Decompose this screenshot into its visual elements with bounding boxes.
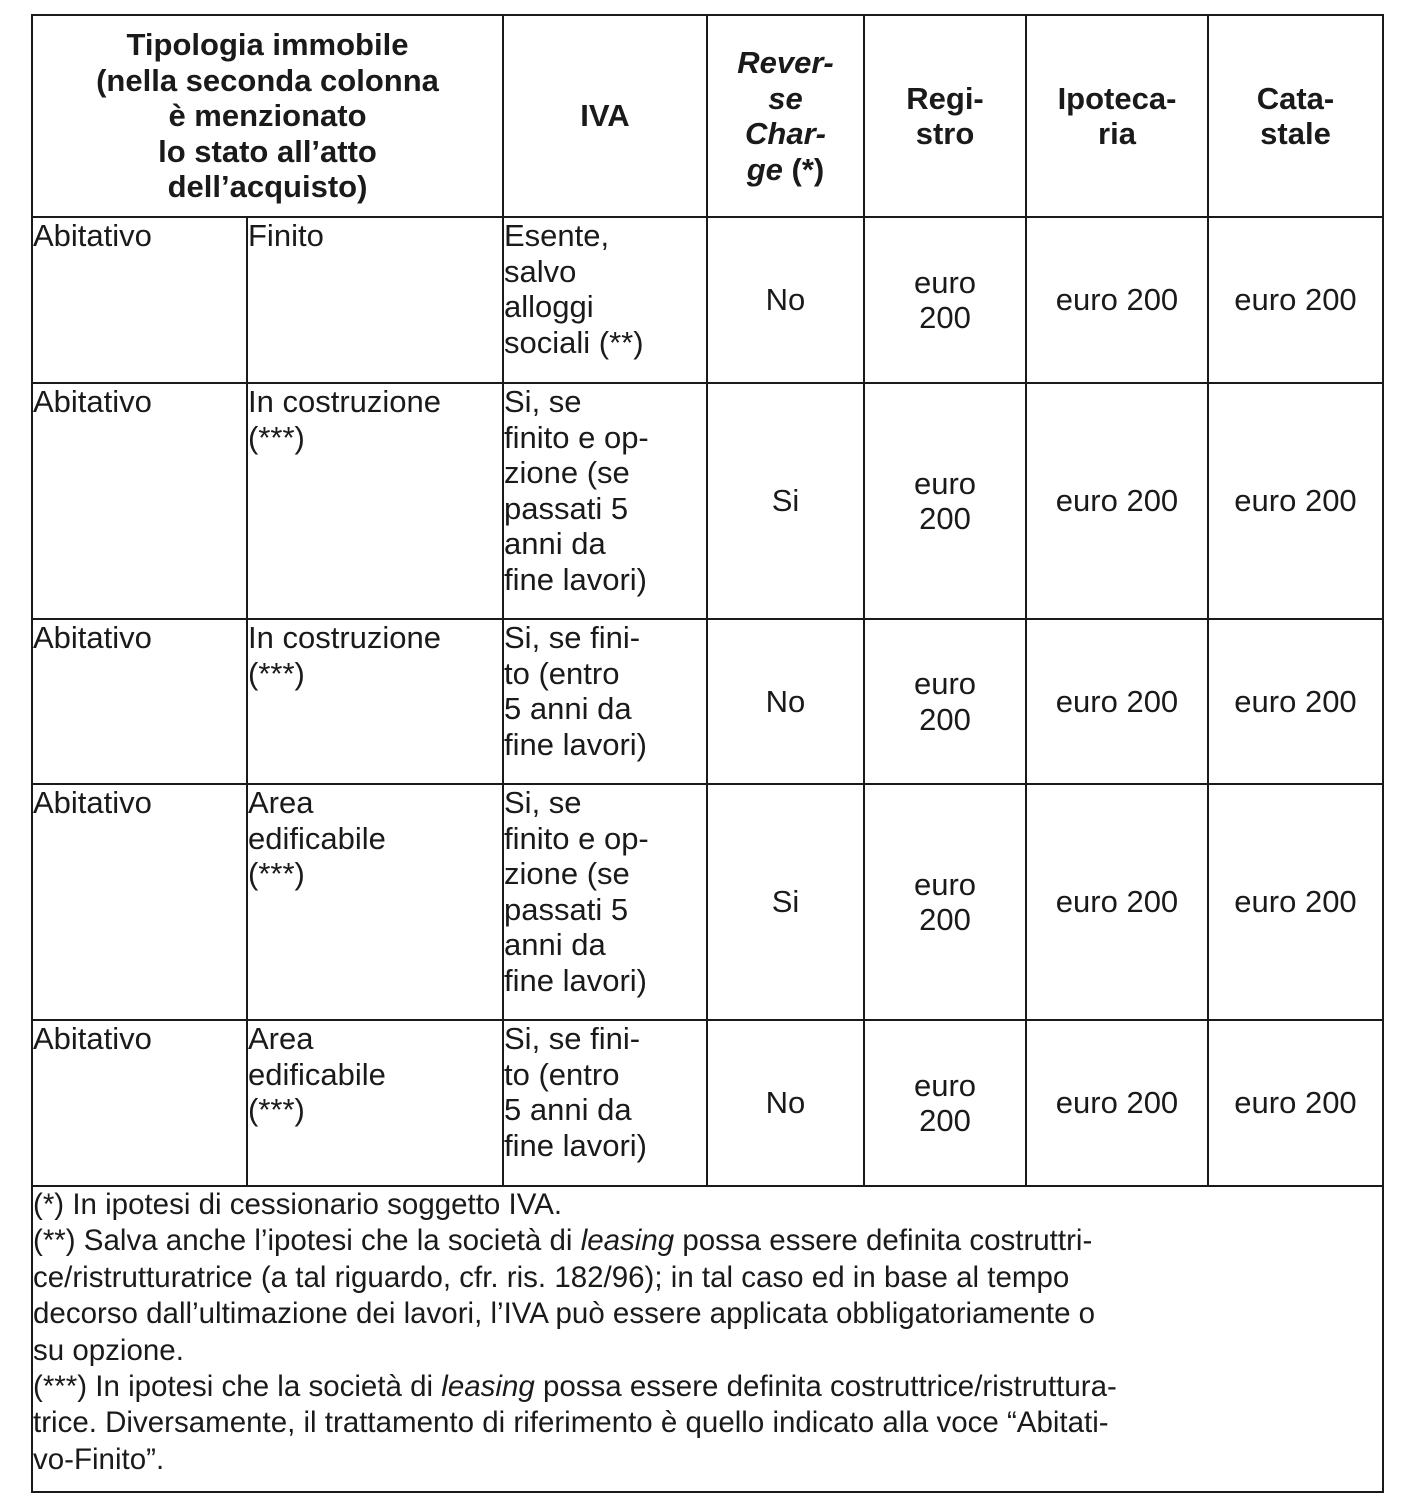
cell-tipo-text: Abitativo bbox=[33, 218, 152, 253]
cell-iva-line: fine lavori) bbox=[504, 726, 647, 762]
header-catastale-line: Cata- bbox=[1256, 80, 1335, 116]
footnote-3-line: trice. Diversamente, il trattamento di riferimento è quello indicato alla voce “Abitati- bbox=[33, 1406, 1109, 1440]
header-tipologia-line: dell’acquisto) bbox=[167, 169, 368, 205]
cell-stato-line: Area bbox=[248, 1021, 314, 1056]
cell-stato-line: In costruzione bbox=[248, 620, 441, 655]
cell-iva-line: zione (se bbox=[504, 455, 630, 490]
cell-iva-line: finito e op- bbox=[504, 820, 649, 856]
cell-catastale-text: euro 200 bbox=[1234, 483, 1357, 519]
header-row bbox=[32, 15, 1383, 217]
cell-reverse bbox=[707, 1020, 864, 1186]
cell-iva-line: sociali (**) bbox=[504, 324, 644, 360]
cell-stato-line: Finito bbox=[248, 218, 324, 253]
cell-ipotecaria bbox=[1026, 217, 1208, 383]
cell-iva-line: fine lavori) bbox=[504, 962, 647, 998]
header-registro-line: Regi- bbox=[906, 80, 984, 116]
table-row bbox=[32, 784, 1383, 1020]
cell-ipotecaria-text: euro 200 bbox=[1055, 683, 1179, 719]
cell-catastale-text: euro 200 bbox=[1234, 282, 1357, 318]
cell-tipo bbox=[32, 217, 247, 383]
cell-iva-line: 5 anni da bbox=[504, 1092, 632, 1127]
cell-registro-line: 200 bbox=[919, 1103, 971, 1138]
cell-registro-line: euro bbox=[913, 666, 977, 701]
cell-stato bbox=[247, 383, 503, 619]
cell-iva bbox=[503, 784, 707, 1020]
cell-stato-line: (***) bbox=[248, 655, 305, 691]
cell-stato-line: (***) bbox=[248, 1092, 305, 1127]
cell-reverse-text: No bbox=[765, 282, 806, 318]
cell-catastale bbox=[1208, 1020, 1383, 1186]
cell-tipo bbox=[32, 619, 247, 784]
cell-stato bbox=[247, 619, 503, 784]
cell-iva-line: zione (se bbox=[504, 856, 630, 891]
cell-stato bbox=[247, 217, 503, 383]
cell-ipotecaria-text: euro 200 bbox=[1055, 884, 1179, 920]
tax-table bbox=[31, 14, 1384, 1493]
cell-reverse bbox=[707, 217, 864, 383]
cell-registro-line: 200 bbox=[919, 902, 971, 937]
cell-iva-line: Si, se fini- bbox=[504, 1021, 641, 1056]
cell-stato-line: In costruzione bbox=[248, 384, 441, 419]
cell-iva-line: Si, se fini- bbox=[504, 620, 641, 655]
cell-iva-line: Si, se bbox=[504, 384, 582, 419]
cell-iva-line: to (entro bbox=[504, 655, 620, 691]
cell-stato-line: (***) bbox=[248, 419, 305, 455]
cell-catastale-text: euro 200 bbox=[1234, 1085, 1357, 1121]
cell-iva-line: Esente, bbox=[504, 218, 610, 253]
cell-ipotecaria-text: euro 200 bbox=[1055, 1085, 1179, 1121]
footnote-1 bbox=[33, 1187, 1382, 1223]
footnote-1-text: (*) In ipotesi di cessionario soggetto IVA. bbox=[33, 1188, 563, 1221]
cell-iva-line: fine lavori) bbox=[504, 561, 647, 597]
footnote-2-line: ce/ristrutturatrice (a tal riguardo, cfr. ris. 182/96); in tal caso ed in base al tempo bbox=[33, 1260, 1070, 1294]
cell-iva bbox=[503, 217, 707, 383]
footnote-2-line: decorso dall’ultimazione dei lavori, l’IVA può essere applicata obbligatoriamente o bbox=[33, 1297, 1096, 1331]
header-ipotecaria-line: Ipoteca- bbox=[1057, 80, 1177, 116]
cell-stato bbox=[247, 784, 503, 1020]
table-row bbox=[32, 619, 1383, 784]
cell-tipo bbox=[32, 784, 247, 1020]
cell-catastale bbox=[1208, 217, 1383, 383]
footnote-2-italic: leasing bbox=[580, 1224, 675, 1258]
cell-catastale bbox=[1208, 383, 1383, 619]
header-ipotecaria-line: ria bbox=[1098, 116, 1136, 151]
footnote-2-text: (**) Salva anche l’ipotesi che la società di bbox=[33, 1224, 581, 1258]
header-reverse-charge bbox=[707, 15, 864, 217]
cell-iva-line: alloggi bbox=[504, 289, 594, 324]
cell-ipotecaria bbox=[1026, 784, 1208, 1020]
header-reverse-line: se bbox=[768, 80, 803, 116]
cell-reverse-text: Si bbox=[771, 884, 800, 920]
cell-iva-line: 5 anni da bbox=[504, 691, 632, 726]
header-reverse-line: Char- bbox=[745, 116, 826, 151]
cell-iva-line: passati 5 bbox=[504, 891, 629, 927]
cell-registro-line: 200 bbox=[919, 701, 971, 737]
header-tipologia-line: è menzionato bbox=[168, 98, 367, 134]
cell-tipo-text: Abitativo bbox=[33, 1021, 152, 1056]
footnote-2-line bbox=[33, 1223, 1382, 1259]
header-registro-line: stro bbox=[915, 116, 975, 151]
footnote-3-text: (***) In ipotesi che la società di bbox=[33, 1370, 442, 1404]
cell-catastale-text: euro 200 bbox=[1234, 683, 1357, 719]
cell-registro-line: euro bbox=[913, 866, 977, 902]
cell-ipotecaria-text: euro 200 bbox=[1055, 282, 1179, 318]
table-row bbox=[32, 1020, 1383, 1186]
cell-reverse bbox=[707, 619, 864, 784]
header-tipologia-line: (nella seconda colonna bbox=[96, 62, 439, 98]
cell-reverse bbox=[707, 383, 864, 619]
cell-registro-line: 200 bbox=[919, 300, 971, 335]
footnote-3-line bbox=[33, 1369, 1382, 1405]
cell-stato-line: (***) bbox=[248, 856, 305, 891]
cell-reverse-text: Si bbox=[771, 483, 800, 519]
cell-registro bbox=[864, 784, 1026, 1020]
cell-ipotecaria bbox=[1026, 1020, 1208, 1186]
cell-iva-line: to (entro bbox=[504, 1056, 620, 1092]
cell-ipotecaria bbox=[1026, 383, 1208, 619]
cell-registro-line: 200 bbox=[919, 501, 971, 536]
notes-row bbox=[32, 1186, 1383, 1492]
cell-reverse-text: No bbox=[765, 683, 806, 719]
header-tipologia bbox=[32, 15, 503, 217]
cell-iva-line: Si, se bbox=[504, 785, 582, 820]
cell-tipo-text: Abitativo bbox=[33, 785, 152, 820]
header-iva bbox=[503, 15, 707, 217]
cell-registro bbox=[864, 217, 1026, 383]
header-catastale-line: stale bbox=[1260, 116, 1331, 151]
cell-stato-line: edificabile bbox=[248, 820, 386, 856]
cell-registro-line: euro bbox=[913, 465, 977, 501]
cell-reverse-text: No bbox=[765, 1085, 806, 1121]
cell-iva bbox=[503, 1020, 707, 1186]
table-row bbox=[32, 383, 1383, 619]
cell-catastale-text: euro 200 bbox=[1234, 884, 1357, 920]
cell-iva-line: passati 5 bbox=[504, 490, 629, 526]
table-row bbox=[32, 217, 1383, 383]
cell-iva bbox=[503, 619, 707, 784]
cell-registro-line: euro bbox=[913, 264, 977, 300]
cell-registro bbox=[864, 619, 1026, 784]
header-reverse-line: Rever- bbox=[737, 45, 834, 80]
cell-registro bbox=[864, 383, 1026, 619]
cell-iva-line: anni da bbox=[504, 927, 606, 962]
cell-stato-line: edificabile bbox=[248, 1056, 386, 1092]
footnote-3-line: vo-Finito”. bbox=[33, 1442, 165, 1476]
header-tipologia-line: lo stato all’atto bbox=[158, 133, 377, 169]
cell-stato bbox=[247, 1020, 503, 1186]
header-reverse-footnote: (*) bbox=[782, 151, 825, 187]
cell-catastale bbox=[1208, 619, 1383, 784]
cell-reverse bbox=[707, 784, 864, 1020]
cell-ipotecaria bbox=[1026, 619, 1208, 784]
header-registro bbox=[864, 15, 1026, 217]
footnote-2-text: possa essere definita costruttri- bbox=[674, 1224, 1093, 1258]
cell-tipo-text: Abitativo bbox=[33, 620, 152, 655]
footnotes bbox=[32, 1186, 1383, 1492]
cell-iva-line: finito e op- bbox=[504, 419, 649, 455]
header-ipotecaria bbox=[1026, 15, 1208, 217]
cell-tipo bbox=[32, 383, 247, 619]
cell-catastale bbox=[1208, 784, 1383, 1020]
header-reverse-line: ge bbox=[746, 151, 783, 187]
footnote-3-text: possa essere definita costruttrice/ristruttura- bbox=[534, 1370, 1117, 1404]
cell-iva-line: salvo bbox=[504, 253, 577, 289]
cell-tipo bbox=[32, 1020, 247, 1186]
cell-iva bbox=[503, 383, 707, 619]
cell-ipotecaria-text: euro 200 bbox=[1055, 483, 1179, 519]
cell-registro bbox=[864, 1020, 1026, 1186]
footnote-3-italic: leasing bbox=[441, 1370, 535, 1404]
cell-iva-line: anni da bbox=[504, 526, 606, 561]
header-catastale bbox=[1208, 15, 1383, 217]
footnote-2-line: su opzione. bbox=[33, 1333, 184, 1367]
header-tipologia-line: Tipologia immobile bbox=[126, 27, 409, 63]
header-iva-label: IVA bbox=[580, 98, 630, 134]
cell-stato-line: Area bbox=[248, 785, 314, 820]
cell-registro-line: euro bbox=[913, 1067, 977, 1103]
cell-iva-line: fine lavori) bbox=[504, 1127, 647, 1163]
cell-tipo-text: Abitativo bbox=[33, 384, 152, 419]
